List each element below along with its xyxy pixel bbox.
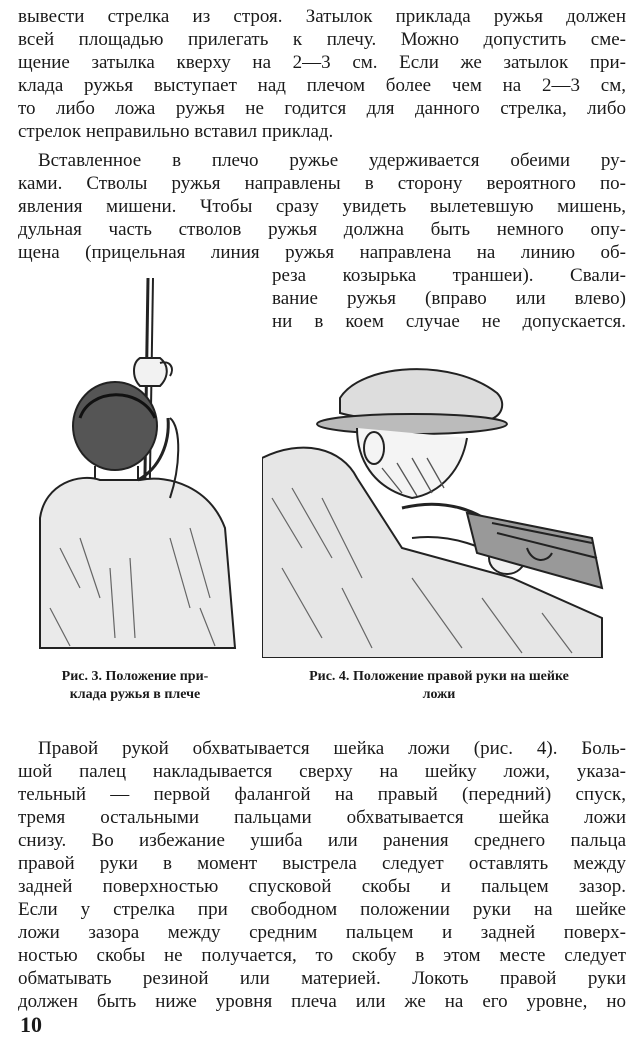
text-line: стрелок неправильно вставил приклад. (18, 121, 334, 142)
text-line: должен быть ниже уровня плеча или же на его уровне, но (18, 991, 626, 1012)
text-line: реза козырька траншеи). Свали- (272, 265, 626, 286)
text-line: всей площадью прилегать к плечу. Можно допустить сме- (18, 29, 626, 50)
text-line: то либо ложа ружья не годится для данного стрелка, либо (18, 98, 626, 119)
figure-3-caption-line1: Положение при- (105, 669, 209, 684)
text-line: щена (прицельная линия ружья направлена на линию об- (18, 242, 626, 263)
text-line: Если у стрелка при свободном положении руки на шейке (18, 899, 626, 920)
text-line: явления мишени. Чтобы сразу увидеть вылетевшую мишень, (18, 196, 626, 217)
figure-4-illustration (262, 348, 626, 658)
figure-3-caption-line2: клада ружья в плече (69, 687, 201, 702)
figure-4-label: Рис. 4. (309, 669, 350, 684)
text-line: щение затылка кверху на 2—3 см. Если же затылок при- (18, 52, 626, 73)
text-line: правой руки в момент выстрела следует оставлять между (18, 853, 626, 874)
text-line: ложи зазора между средним пальцем и задней поверх- (18, 922, 626, 943)
page-number: 10 (20, 1012, 42, 1037)
text-line: дульная часть стволов ружья должна быть немного опу- (18, 219, 626, 240)
text-line: ками. Стволы ружья направлены в сторону вероятного по- (18, 173, 626, 194)
figure-4-caption-line1: Положение правой руки на шейке (352, 669, 569, 684)
text-line: Правой рукой обхватывается шейка ложи (рис. 4). Боль- (38, 738, 626, 759)
figure-3-illustration (20, 268, 250, 660)
figure-3-label: Рис. 3. (61, 669, 102, 684)
text-line: ностью скобы не получается, то скобу в этом месте следует (18, 945, 626, 966)
figure-4-caption-line2: ложи (422, 687, 456, 702)
text-line: вание ружья (вправо или влево) (272, 288, 626, 309)
figure-4-caption (250, 668, 628, 704)
text-line: ни в коем случае не допускается. (272, 311, 626, 332)
text-line: шой палец накладывается сверху на шейку ложи, указа- (18, 761, 626, 782)
text-line: клада ружья выступает над плечом более чем на 2—3 см, (18, 75, 626, 96)
text-line: тельный — первой фалангой на правый (передний) спуск, (18, 784, 626, 805)
figure-3-caption (20, 668, 250, 704)
text-line: задней поверхностью спусковой скобы и пальцем зазор. (18, 876, 626, 897)
text-line: обматывать резиной или материей. Локоть правой руки (18, 968, 626, 989)
text-line: снизу. Во избежание ушиба или ранения среднего пальца (18, 830, 626, 851)
text-line: Вставленное в плечо ружье удерживается обеими ру- (38, 150, 626, 171)
text-line: тремя остальными пальцами обхватывается шейка ложи (18, 807, 626, 828)
text-line: вывести стрелка из строя. Затылок приклада ружья должен (18, 6, 626, 27)
